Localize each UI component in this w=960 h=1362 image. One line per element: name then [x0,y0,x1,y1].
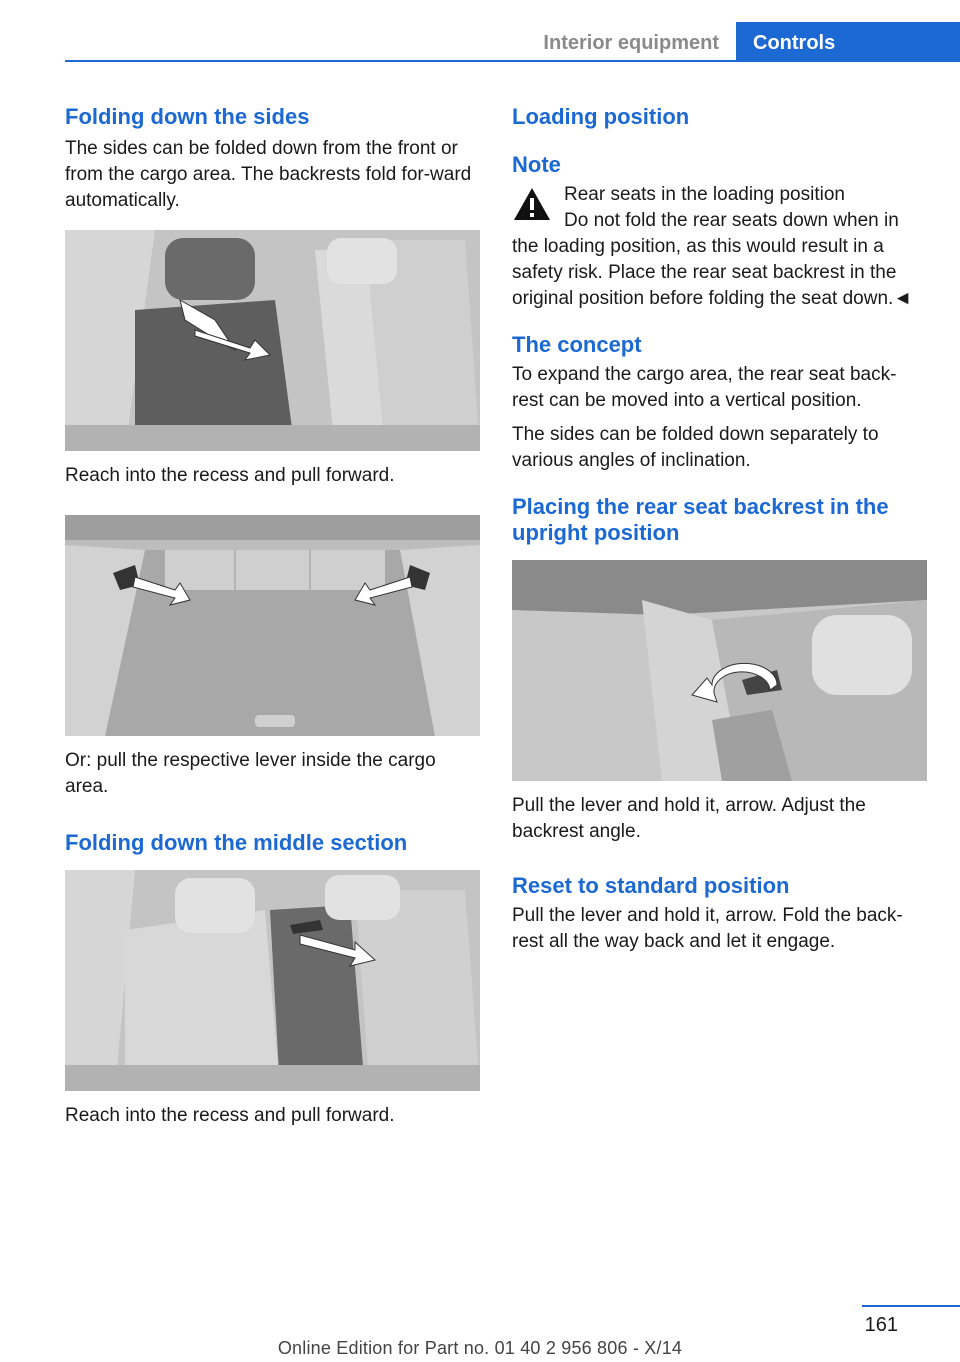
heading-folding-middle: Folding down the middle section [65,830,408,855]
heading-upright-position: Placing the rear seat backrest in the upright position [512,494,889,545]
left-column [65,100,481,1129]
caption-adjust-backrest: Pull the lever and hold it, arrow. Adjust the backrest angle. [512,795,866,842]
warning-triangle-icon [512,186,552,222]
figure-backrest-upright [512,560,927,781]
heading-loading-position: Loading position [512,104,690,129]
caption-reach-recess: Reach into the recess and pull forward. [65,465,395,486]
figure-cargo-area-levers [65,515,480,736]
paragraph-concept-sides: The sides can be folded down separately to various angles of inclination. [512,424,879,471]
warning-body: Do not fold the rear seats down when in the loading position, as this would result in a safety risk. Place the rear seat backrest in the original position before folding the seat down.◄ [512,210,913,309]
footer-edition: Online Edition for Part no. 01 40 2 956 806 - X/14 [277,1338,683,1358]
heading-reset-standard: Reset to standard position [512,873,790,898]
warning-title: Rear seats in the loading position [564,184,845,205]
heading-folding-sides: Folding down the sides [65,104,310,129]
paragraph-folding-sides: The sides can be folded down from the front or from the cargo area. The backrests fold for‐ward automatically. [65,138,472,211]
caption-reach-recess-middle: Reach into the recess and pull forward. [65,1105,395,1126]
figure-rear-seat-sides [65,230,480,451]
warning-block [512,182,928,312]
paragraph-concept: To expand the cargo area, the rear seat back‐rest can be moved into a vertical position. [512,364,897,411]
heading-concept: The concept [512,332,642,357]
header-section-title: Interior equipment [543,32,719,54]
header-chapter-tab: Controls [736,22,960,62]
header-rule [65,60,960,62]
paragraph-reset: Pull the lever and hold it, arrow. Fold the back‐rest all the way back and let it engage. [512,905,903,952]
figure-rear-seat-middle [65,870,480,1091]
caption-pull-lever: Or: pull the respective lever inside the cargo area. [65,750,436,797]
right-column [512,100,928,955]
footer-rule [862,1305,960,1307]
note-label: Note [512,152,561,177]
page-number: 161 [864,1314,898,1336]
